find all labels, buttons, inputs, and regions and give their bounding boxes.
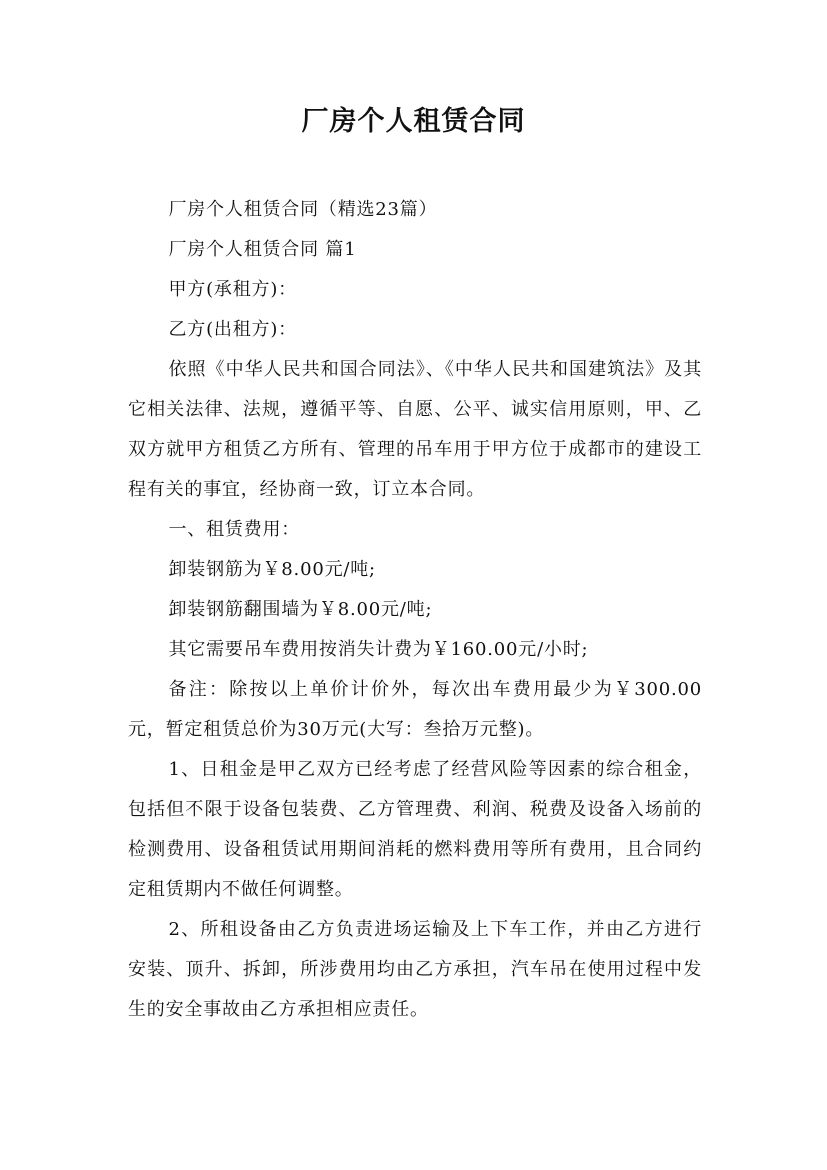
paragraph-fee-item-2: 卸装钢筋翻围墙为￥8.00元/吨; [168, 599, 433, 620]
paragraph-clause-1: 1、日租金是甲乙双方已经考虑了经营风险等因素的综合租金，包括但不限于设备包装费、乙方管理费、利润、税费及设备入场前的检测费用、设备租赁试用期间消耗的燃料费用等所有费用，且合同约定租赁期内不做任何调整。 [128, 759, 702, 900]
paragraph-party-b: 乙方(出租方)： [168, 319, 297, 340]
paragraph-party-a: 甲方(承租方)： [168, 279, 297, 300]
paragraph-preamble: 依照《中华人民共和国合同法》、《中华人民共和国建筑法》及其它相关法律、法规，遵循平等、自愿、公平、诚实信用原则，甲、乙双方就甲方租赁乙方所有、管理的吊车用于甲方位于成都市的建设工程有关的事宜，经协商一致，订立本合同。 [128, 359, 702, 500]
document-body [128, 190, 702, 1030]
document-title: 厂房个人租赁合同 [301, 106, 526, 137]
paragraph-section-heading: 厂房个人租赁合同 篇1 [168, 239, 357, 260]
paragraph-clause-2: 2、所租设备由乙方负责进场运输及上下车工作，并由乙方进行安装、顶升、拆卸，所涉费用均由乙方承担，汽车吊在使用过程中发生的安全事故由乙方承担相应责任。 [128, 919, 702, 1020]
paragraph-fee-heading: 一、租赁费用： [168, 519, 301, 540]
paragraph-remark: 备注：除按以上单价计价外，每次出车费用最少为￥300.00元，暂定租赁总价为30万元(大写：叁拾万元整)。 [128, 679, 702, 740]
paragraph-fee-item-3: 其它需要吊车费用按消失计费为￥160.00元/小时; [168, 639, 589, 660]
paragraph-fee-item-1: 卸装钢筋为￥8.00元/吨; [168, 559, 376, 580]
paragraph-subtitle: 厂房个人租赁合同（精选23篇） [168, 199, 438, 220]
